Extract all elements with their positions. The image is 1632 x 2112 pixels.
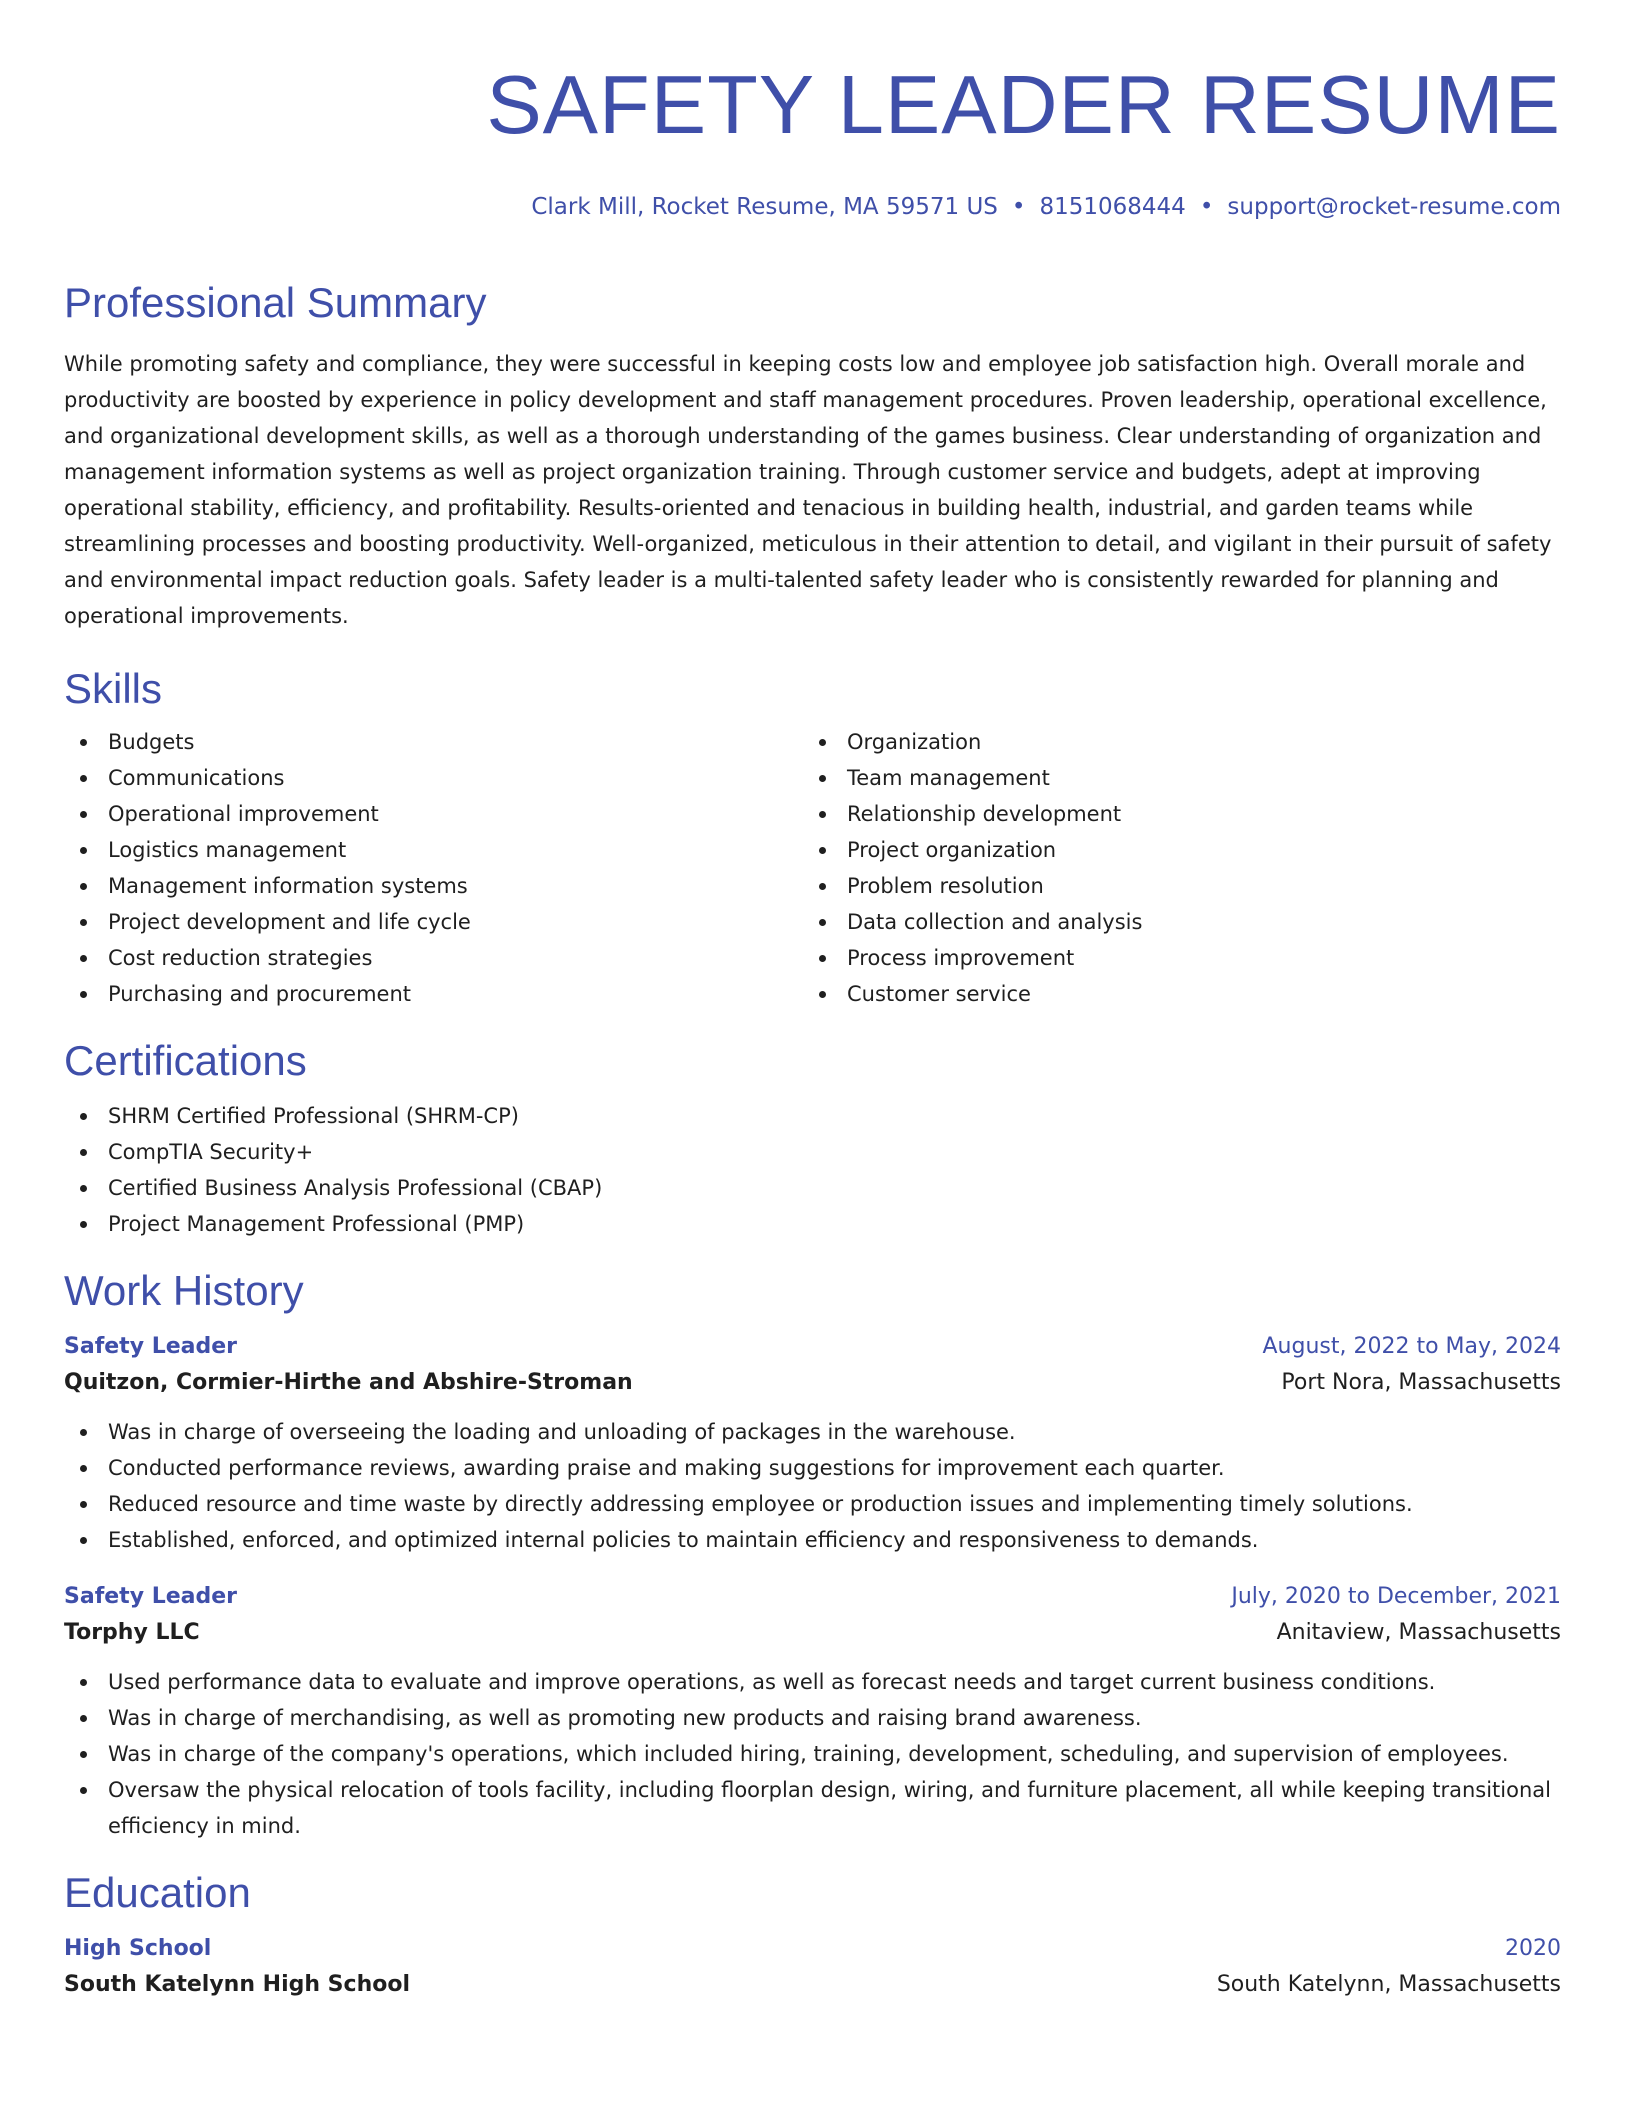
job-bullet: Was in charge of overseeing the loading and unloading of packages in the warehouse. (64, 1414, 1561, 1450)
certification-item: Project Management Professional (PMP) (64, 1206, 1561, 1242)
job-title: Safety Leader (64, 1334, 238, 1359)
skill-item: Process improvement (803, 940, 1542, 976)
education-heading: Education (64, 1869, 251, 1916)
job-entry (64, 1330, 1561, 1558)
skill-item: Logistics management (64, 832, 803, 868)
job-bullet: Conducted performance reviews, awarding praise and making suggestions for improvement each quarter. (64, 1450, 1561, 1486)
certification-item: CompTIA Security+ (64, 1134, 1561, 1170)
skill-item: Communications (64, 760, 803, 796)
skills-heading: Skills (64, 665, 163, 712)
job-location: Anitaview, Massachusetts (1276, 1620, 1561, 1645)
contact-line (64, 192, 1561, 222)
skill-item: Relationship development (803, 796, 1542, 832)
job-employer-row (64, 1364, 1561, 1402)
skills-grid (64, 724, 1561, 1012)
education-entry (64, 1932, 1561, 2004)
resume-header (64, 0, 1561, 222)
job-bullet: Was in charge of the company's operations, which included hiring, training, development, scheduling, and supervision of employees. (64, 1736, 1561, 1772)
job-dates: August, 2022 to May, 2024 (1262, 1334, 1561, 1359)
education-school: South Katelynn High School (64, 1972, 410, 1997)
job-dates: July, 2020 to December, 2021 (1231, 1584, 1561, 1609)
skill-item: Problem resolution (803, 868, 1542, 904)
skill-item: Cost reduction strategies (64, 940, 803, 976)
education-location: South Katelynn, Massachusetts (1216, 1972, 1561, 1997)
certification-item: SHRM Certified Professional (SHRM-CP) (64, 1098, 1561, 1134)
skill-item: Customer service (803, 976, 1542, 1012)
job-employer: Quitzon, Cormier-Hirthe and Abshire-Stroman (64, 1370, 633, 1395)
job-bullet: Reduced resource and time waste by directly addressing employee or production issues and implementing timely solutions. (64, 1486, 1561, 1522)
contact-email[interactable]: support@rocket-resume.com (1227, 194, 1561, 220)
contact-separator: • (1011, 194, 1026, 220)
certifications-list (64, 1098, 1561, 1242)
skill-item: Project organization (803, 832, 1542, 868)
job-bullet: Used performance data to evaluate and improve operations, as well as forecast needs and target current business conditions. (64, 1664, 1561, 1700)
job-bullet: Established, enforced, and optimized internal policies to maintain efficiency and responsiveness to demands. (64, 1522, 1561, 1558)
job-entry (64, 1580, 1561, 1844)
resume-page (64, 0, 1561, 2004)
skill-item: Organization (803, 724, 1542, 760)
resume-title: SAFETY LEADER RESUME (486, 58, 1561, 151)
skill-item: Operational improvement (64, 796, 803, 832)
skill-item: Data collection and analysis (803, 904, 1542, 940)
skill-item: Purchasing and procurement (64, 976, 803, 1012)
contact-phone: 8151068444 (1039, 194, 1186, 220)
skill-item: Management information systems (64, 868, 803, 904)
job-title: Safety Leader (64, 1584, 238, 1609)
job-employer-row (64, 1614, 1561, 1652)
job-bullet: Was in charge of merchandising, as well as promoting new products and raising brand awareness. (64, 1700, 1561, 1736)
education-year: 2020 (1505, 1936, 1561, 1961)
contact-address: Clark Mill, Rocket Resume, MA 59571 US (531, 194, 998, 220)
job-bullet: Oversaw the physical relocation of tools facility, including floorplan design, wiring, and furniture placement, all while keeping transitional efficiency in mind. (64, 1772, 1561, 1844)
job-title-row (64, 1580, 1561, 1614)
education-degree: High School (64, 1936, 212, 1961)
skills-list-right (803, 724, 1542, 1012)
education-degree-row (64, 1932, 1561, 1966)
certifications-heading: Certifications (64, 1037, 307, 1084)
education-school-row (64, 1966, 1561, 2004)
summary-text: While promoting safety and compliance, they were successful in keeping costs low and employee job satisfaction high. Overall morale and productivity are boosted by experience in policy development and staff management procedures. Proven leadership, operational excellence, and organizational development skills, as well as a thorough understanding of the games business. Clear understanding of organization and management information systems as well as project organization training. Through customer service and budgets, adept at improving operational stability, efficiency, and profitability. Results-oriented and tenacious in building health, industrial, and garden teams while streamlining processes and boosting productivity. Well-organized, meticulous in their attention to detail, and vigilant in their pursuit of safety and environmental impact reduction goals. Safety leader is a multi-talented safety leader who is consistently rewarded for planning and operational improvements. (64, 352, 1552, 628)
skill-item: Team management (803, 760, 1542, 796)
skill-item: Budgets (64, 724, 803, 760)
skills-list-left (64, 724, 803, 1012)
job-employer: Torphy LLC (64, 1620, 200, 1645)
job-location: Port Nora, Massachusetts (1281, 1370, 1561, 1395)
work-history-heading: Work History (64, 1267, 304, 1314)
skill-item: Project development and life cycle (64, 904, 803, 940)
contact-separator: • (1199, 194, 1214, 220)
certification-item: Certified Business Analysis Professional (CBAP) (64, 1170, 1561, 1206)
summary-heading: Professional Summary (64, 279, 487, 326)
job-title-row (64, 1330, 1561, 1364)
job-bullets (64, 1664, 1561, 1844)
job-bullets (64, 1414, 1561, 1558)
